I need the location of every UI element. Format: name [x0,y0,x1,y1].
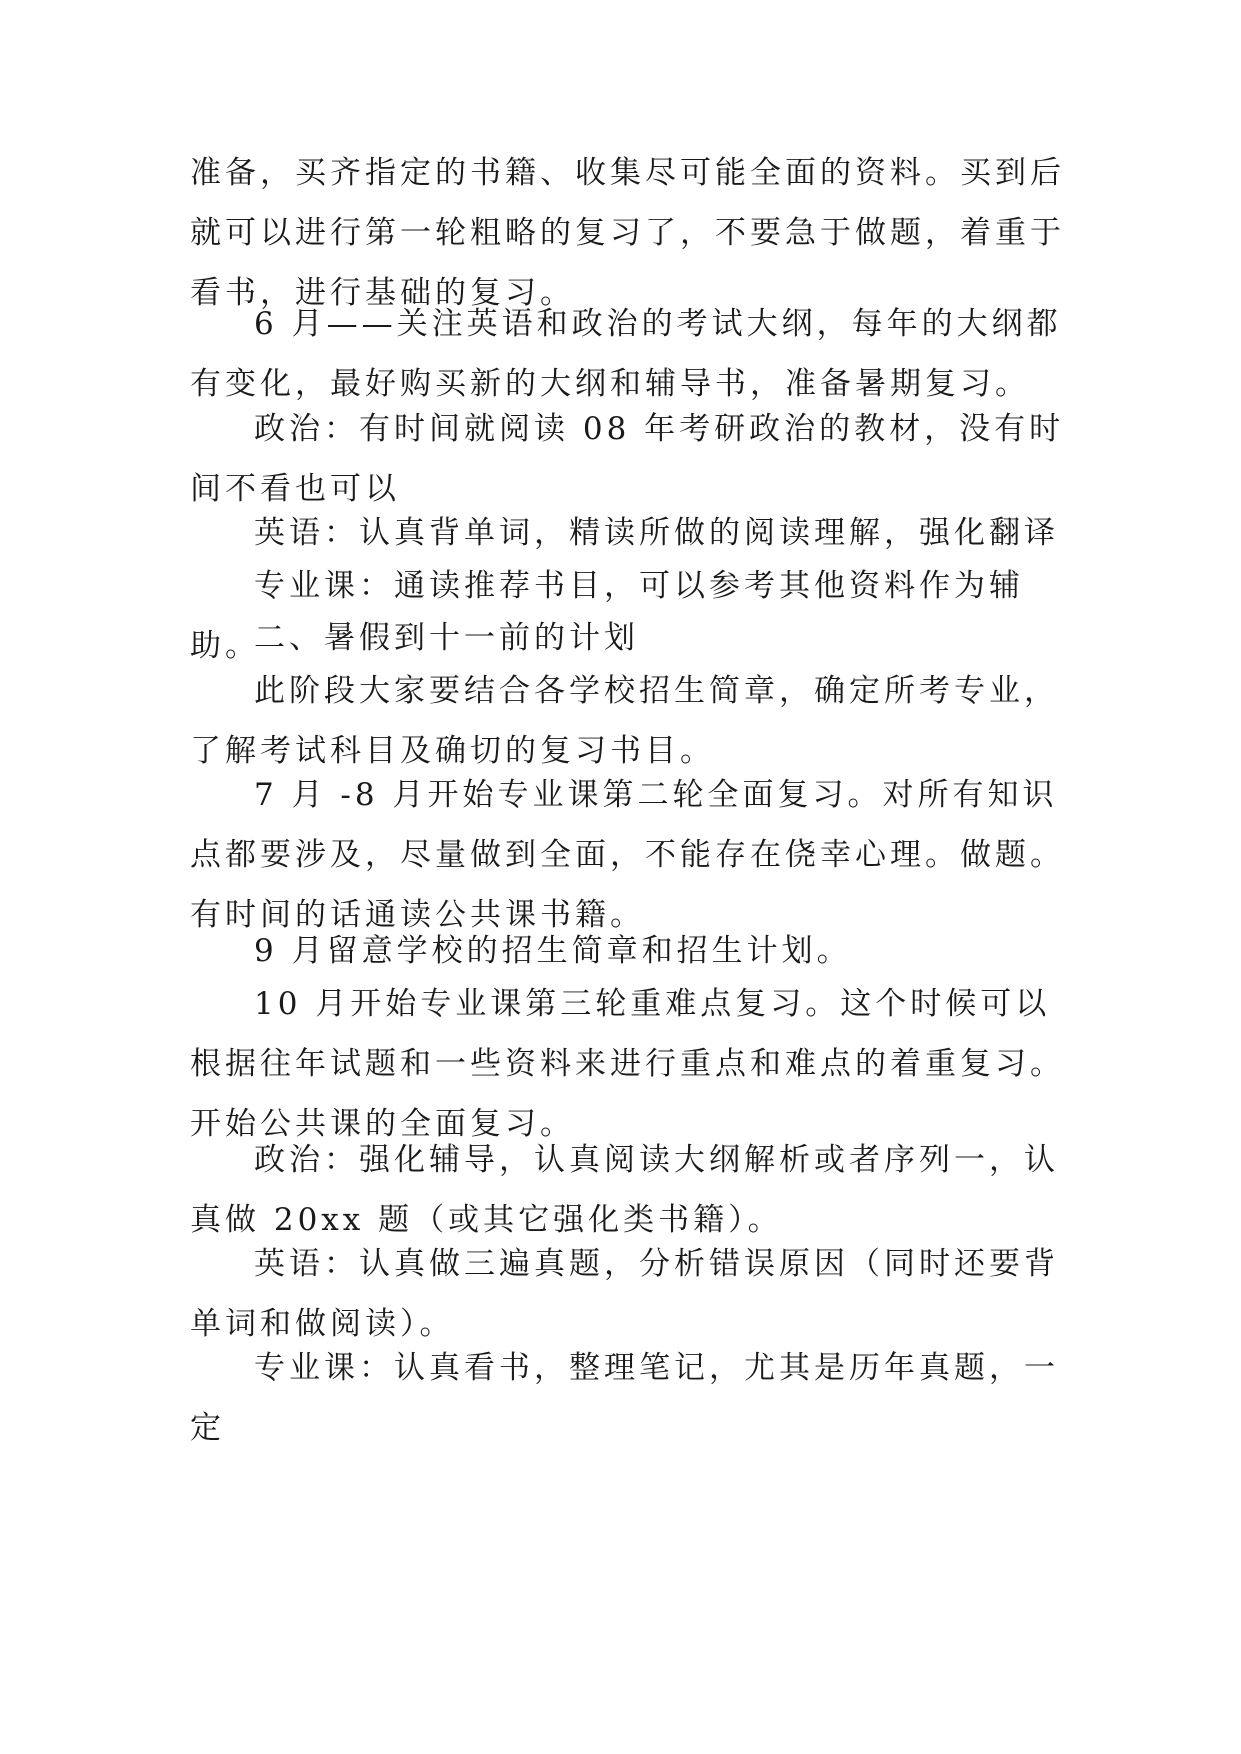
paragraph-politics-june: 政治：有时间就阅读 08 年考研政治的教材，没有时间不看也可以 [190,411,1065,507]
paragraph-july-august: 7 月 -8 月开始专业课第二轮全面复习。对所有知识点都要涉及，尽量做到全面，不能存在侥幸心理。做题。有时间的话通读公共课书籍。 [190,777,1065,933]
paragraph-english-october: 英语：认真做三遍真题，分析错误原因（同时还要背单词和做阅读）。 [190,1246,1059,1342]
paragraph-june: 6 月——关注英语和政治的考试大纲，每年的大纲都有变化，最好购买新的大纲和辅导书，准备暑期复习。 [190,306,1062,402]
paragraph-september: 9 月留意学校的招生简章和招生计划。 [254,933,852,969]
paragraph-stage-intro: 此阶段大家要结合各学校招生简章，确定所考专业，了解考试科目及确切的复习书目。 [190,673,1059,769]
paragraph-politics-october: 政治：强化辅导，认真阅读大纲解析或者序列一，认真做 20xx 题（或其它强化类书籍）。 [190,1142,1059,1238]
paragraph-english-june: 英语：认真背单词，精读所做的阅读理解，强化翻译 [254,515,1059,551]
paragraph-october: 10 月开始专业课第三轮重难点复习。这个时候可以根据往年试题和一些资料来进行重点和难点的着重复习。开始公共课的全面复习。 [190,986,1065,1142]
paragraph-major-october: 专业课：认真看书，整理笔记，尤其是历年真题，一定 [190,1350,1059,1446]
paragraph-preparation: 准备，买齐指定的书籍、收集尽可能全面的资料。买到后就可以进行第一轮粗略的复习了，不要急于做题，着重于看书，进行基础的复习。 [190,155,1065,311]
section-heading-summer-plan: 二、暑假到十一前的计划 [254,620,639,656]
paragraph-major-june: 专业课：通读推荐书目，可以参考其他资料作为辅助。 [190,568,1024,664]
